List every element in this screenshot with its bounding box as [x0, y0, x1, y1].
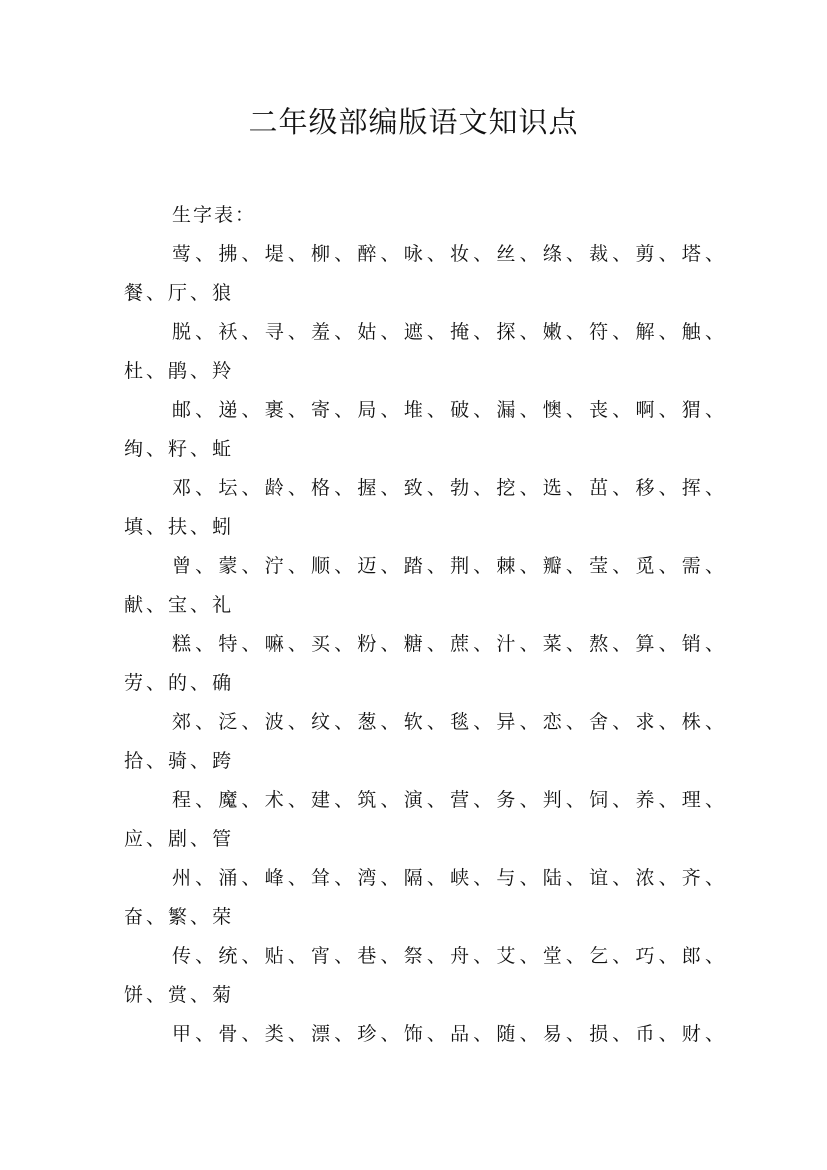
character-line-continued: 献 、 宝 、 礼 [124, 594, 232, 616]
character-line: 曾 、 蒙 、 泞 、 顺 、 迈 、 踏 、 荆 、 棘 、 瓣 、 莹 、 觅 、 需 、 [172, 555, 724, 577]
character-line-continued: 劳 、 的 、 确 [124, 672, 232, 694]
character-group [124, 859, 724, 937]
document-body [124, 196, 724, 1093]
character-list [124, 235, 724, 1093]
character-line-continued: 餐 、 厅 、 狼 [124, 282, 232, 304]
character-group [124, 235, 724, 313]
character-group [124, 1015, 724, 1093]
character-line: 莺 、 拂 、 堤 、 柳 、 醉 、 咏 、 妆 、 丝 、 绦 、 裁 、 剪 、 塔 、 [172, 243, 724, 265]
character-line-continued: 杜 、 鹃 、 羚 [124, 360, 232, 382]
character-group [124, 547, 724, 625]
character-line-continued [124, 1054, 724, 1093]
character-group [124, 313, 724, 391]
character-group [124, 625, 724, 703]
character-line-continued: 拾 、 骑 、 跨 [124, 750, 232, 772]
character-group [124, 391, 724, 469]
character-line: 邮 、 递 、 裹 、 寄 、 局 、 堆 、 破 、 漏 、 懊 、 丧 、 啊 、 猬 、 [172, 399, 724, 421]
character-group [124, 937, 724, 1015]
character-line: 脱 、 袄 、 寻 、 羞 、 姑 、 遮 、 掩 、 探 、 嫩 、 符 、 解 、 触 、 [172, 321, 724, 343]
character-line: 州 、 涌 、 峰 、 耸 、 湾 、 隔 、 峡 、 与 、 陆 、 谊 、 浓 、 齐 、 [172, 867, 724, 889]
character-group [124, 781, 724, 859]
character-line: 传 、 统 、 贴 、 宵 、 巷 、 祭 、 舟 、 艾 、 堂 、 乞 、 巧 、 郎 、 [172, 945, 724, 967]
character-line-continued: 应 、 剧 、 管 [124, 828, 232, 850]
character-line-continued: 奋 、 繁 、 荣 [124, 906, 232, 928]
section-label: 生字表： [172, 204, 257, 226]
character-line: 糕 、 特 、 嘛 、 买 、 粉 、 糖 、 蔗 、 汁 、 菜 、 熬 、 算 、 销 、 [172, 633, 724, 655]
character-line: 邓 、 坛 、 龄 、 格 、 握 、 致 、 勃 、 挖 、 选 、 茁 、 移 、 挥 、 [172, 477, 724, 499]
character-line: 郊 、 泛 、 波 、 纹 、 葱 、 软 、 毯 、 异 、 恋 、 舍 、 求 、 株 、 [172, 711, 724, 733]
character-line: 甲 、 骨 、 类 、 漂 、 珍 、 饰 、 品 、 随 、 易 、 损 、 币 、 财 、 [172, 1023, 724, 1045]
document-title: 二年级部编版语文知识点 [248, 105, 579, 139]
character-line-continued: 绚 、 籽 、 蚯 [124, 438, 232, 460]
character-group [124, 469, 724, 547]
character-line-continued: 填 、 扶 、 蚓 [124, 516, 232, 538]
character-line: 程 、 魔 、 术 、 建 、 筑 、 演 、 营 、 务 、 判 、 饲 、 养 、 理 、 [172, 789, 724, 811]
character-group [124, 703, 724, 781]
character-line-continued: 饼 、 赏 、 菊 [124, 984, 232, 1006]
